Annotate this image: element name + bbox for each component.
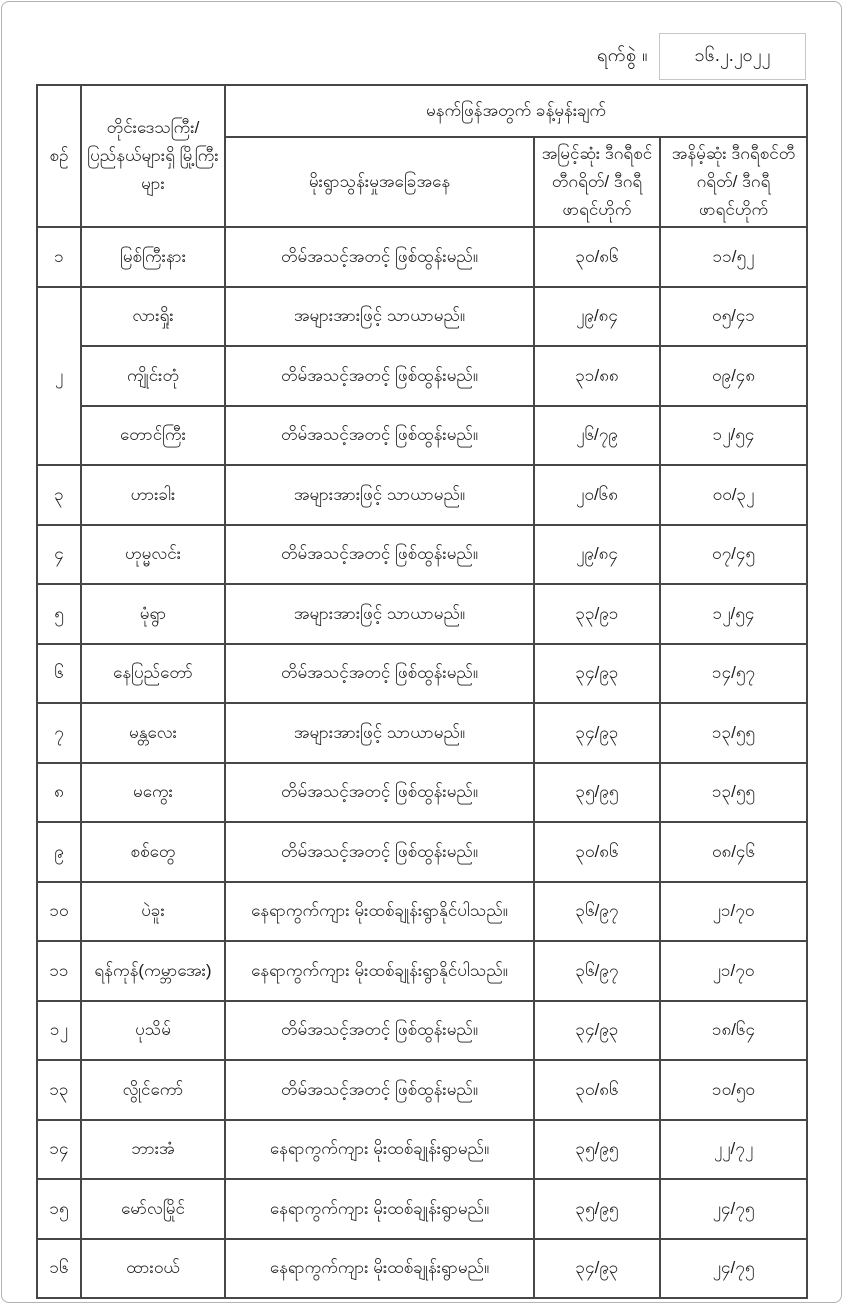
forecast-cell: အများအားဖြင့် သာယာမည်။ [225, 703, 534, 763]
forecast-cell: တိမ်အသင့်အတင့် ဖြစ်ထွန်းမည်။ [225, 1001, 534, 1061]
forecast-cell: နေရာကွက်ကျား မိုးထစ်ချုန်းရွာနိုင်ပါသည်။ [225, 941, 534, 1001]
serial-cell: ၉ [37, 822, 81, 882]
col-header-max-temp: အမြင့်ဆုံး ဒီဂရီစင်တီဂရိတ်/ ဒီဂရီဖာရင်ဟိုက် [534, 137, 660, 227]
serial-cell: ၄ [37, 525, 81, 585]
forecast-cell: တိမ်အသင့်အတင့် ဖြစ်ထွန်းမည်။ [225, 346, 534, 406]
serial-cell: ၁၄ [37, 1120, 81, 1180]
table-row [37, 1239, 807, 1299]
serial-cell: ၁၀ [37, 882, 81, 942]
table-row [37, 1179, 807, 1239]
forecast-cell: တိမ်အသင့်အတင့် ဖြစ်ထွန်းမည်။ [225, 406, 534, 466]
city-cell: မကွေး [81, 763, 225, 823]
city-cell: ပုသိမ် [81, 1001, 225, 1061]
date-strip [36, 33, 806, 80]
city-cell: တောင်ကြီး [81, 406, 225, 466]
forecast-cell: အများအားဖြင့် သာယာမည်။ [225, 584, 534, 644]
date-value: ၁၆.၂.၂၀၂၂ [694, 45, 771, 65]
city-cell: ဘားအံ [81, 1120, 225, 1180]
city-cell: နေပြည်တော် [81, 644, 225, 704]
forecast-cell: တိမ်အသင့်အတင့် ဖြစ်ထွန်းမည်။ [225, 644, 534, 704]
max-temp-cell: ၃၅/၉၅ [534, 1120, 660, 1180]
table-row [37, 644, 807, 704]
min-temp-cell: ၂၄/၇၅ [660, 1239, 807, 1299]
max-temp-cell: ၃၄/၉၃ [534, 1001, 660, 1061]
forecast-cell: တိမ်အသင့်အတင့် ဖြစ်ထွန်းမည်။ [225, 525, 534, 585]
max-temp-cell: ၂၉/၈၄ [534, 525, 660, 585]
min-temp-cell: ၁၂/၅၄ [660, 406, 807, 466]
forecast-cell: တိမ်အသင့်အတင့် ဖြစ်ထွန်းမည်။ [225, 822, 534, 882]
forecast-cell: တိမ်အသင့်အတင့် ဖြစ်ထွန်းမည်။ [225, 1060, 534, 1120]
col-header-rain-condition: မိုးရွာသွန်းမှုအခြေအနေ [225, 137, 534, 227]
city-cell: ထားဝယ် [81, 1239, 225, 1299]
table-body [37, 227, 807, 1298]
forecast-cell: နေရာကွက်ကျား မိုးထစ်ချုန်းရွာမည်။ [225, 1179, 534, 1239]
city-cell: မုံရွာ [81, 584, 225, 644]
min-temp-cell: ၁၃/၅၅ [660, 703, 807, 763]
forecast-table [36, 84, 808, 1299]
date-label: ရက်စွဲ ။ [596, 45, 648, 65]
table-row [37, 465, 807, 525]
min-temp-cell: ၀၅/၄၁ [660, 287, 807, 347]
table-row [37, 346, 807, 406]
table-row [37, 227, 807, 287]
table-row [37, 1120, 807, 1180]
table-row [37, 1060, 807, 1120]
max-temp-cell: ၃၅/၉၅ [534, 763, 660, 823]
col-header-min-temp: အနိမ့်ဆုံး ဒီဂရီစင်တီဂရိတ်/ ဒီဂရီဖာရင်ဟိုက် [660, 137, 807, 227]
max-temp-cell: ၃၄/၉၃ [534, 1239, 660, 1299]
col-header-serial: စဉ် [37, 85, 81, 227]
city-cell: ဟုမ္မလင်း [81, 525, 225, 585]
table-row [37, 287, 807, 347]
min-temp-cell: ၁၈/၆၄ [660, 1001, 807, 1061]
forecast-cell: နေရာကွက်ကျား မိုးထစ်ချုန်းရွာမည်။ [225, 1120, 534, 1180]
city-cell: လားရှိုး [81, 287, 225, 347]
table-row [37, 525, 807, 585]
city-cell: လွိုင်ကော် [81, 1060, 225, 1120]
max-temp-cell: ၃၅/၉၅ [534, 1179, 660, 1239]
serial-cell: ၁၆ [37, 1239, 81, 1299]
max-temp-cell: ၂၉/၈၄ [534, 287, 660, 347]
city-cell: မော်လမြိုင် [81, 1179, 225, 1239]
forecast-cell: အများအားဖြင့် သာယာမည်။ [225, 287, 534, 347]
col-header-cities: တိုင်းဒေသကြီး/ ပြည်နယ်များရှိ မြို့ကြီးများ [81, 85, 225, 227]
serial-cell: ၁၁ [37, 941, 81, 1001]
serial-cell: ၁၂ [37, 1001, 81, 1061]
min-temp-cell: ၁၁/၅၂ [660, 227, 807, 287]
city-cell: ရန်ကုန်(ကမ္ဘာအေး) [81, 941, 225, 1001]
serial-cell: ၃ [37, 465, 81, 525]
serial-cell: ၁၅ [37, 1179, 81, 1239]
table-row [37, 406, 807, 466]
min-temp-cell: ၁၄/၅၇ [660, 644, 807, 704]
min-temp-cell: ၁၂/၅၄ [660, 584, 807, 644]
forecast-cell: တိမ်အသင့်အတင့် ဖြစ်ထွန်းမည်။ [225, 763, 534, 823]
serial-cell: ၇ [37, 703, 81, 763]
city-cell: မန္တလေး [81, 703, 225, 763]
max-temp-cell: ၃၀/၈၆ [534, 822, 660, 882]
max-temp-cell: ၃၆/၉၇ [534, 882, 660, 942]
min-temp-cell: ၀၈/၄၆ [660, 822, 807, 882]
max-temp-cell: ၂၆/၇၉ [534, 406, 660, 466]
city-cell: ဟားခါး [81, 465, 225, 525]
col-header-forecast-group: မနက်ဖြန်အတွက် ခန့်မှန်းချက် [225, 85, 807, 137]
forecast-cell: နေရာကွက်ကျား မိုးထစ်ချုန်းရွာမည်။ [225, 1239, 534, 1299]
city-cell: စစ်တွေ [81, 822, 225, 882]
date-value-box [659, 33, 806, 80]
table-row [37, 941, 807, 1001]
min-temp-cell: ၀၇/၄၅ [660, 525, 807, 585]
min-temp-cell: ၂၂/၇၂ [660, 1120, 807, 1180]
max-temp-cell: ၃၃/၉၁ [534, 584, 660, 644]
max-temp-cell: ၃၆/၉၇ [534, 941, 660, 1001]
min-temp-cell: ၀၀/၃၂ [660, 465, 807, 525]
max-temp-cell: ၂၀/၆၈ [534, 465, 660, 525]
table-row [37, 822, 807, 882]
serial-cell: ၅ [37, 584, 81, 644]
content [36, 33, 806, 1299]
forecast-cell: နေရာကွက်ကျား မိုးထစ်ချုန်းရွာနိုင်ပါသည်။ [225, 882, 534, 942]
min-temp-cell: ၀၉/၄၈ [660, 346, 807, 406]
serial-cell: ၁၃ [37, 1060, 81, 1120]
city-cell: ကျိုင်းတုံ [81, 346, 225, 406]
max-temp-cell: ၃၁/၈၈ [534, 346, 660, 406]
serial-cell: ၈ [37, 763, 81, 823]
forecast-cell: တိမ်အသင့်အတင့် ဖြစ်ထွန်းမည်။ [225, 227, 534, 287]
table-header [37, 85, 807, 227]
forecast-cell: အများအားဖြင့် သာယာမည်။ [225, 465, 534, 525]
min-temp-cell: ၂၁/၇၀ [660, 882, 807, 942]
max-temp-cell: ၃၀/၈၆ [534, 227, 660, 287]
table-row [37, 584, 807, 644]
table-row [37, 763, 807, 823]
min-temp-cell: ၁၀/၅၀ [660, 1060, 807, 1120]
min-temp-cell: ၂၁/၇၀ [660, 941, 807, 1001]
min-temp-cell: ၁၃/၅၅ [660, 763, 807, 823]
max-temp-cell: ၃၀/၈၆ [534, 1060, 660, 1120]
city-cell: ပဲခူး [81, 882, 225, 942]
serial-cell: ၁ [37, 227, 81, 287]
max-temp-cell: ၃၄/၉၃ [534, 644, 660, 704]
city-cell: မြစ်ကြီးနား [81, 227, 225, 287]
max-temp-cell: ၃၄/၉၃ [534, 703, 660, 763]
table-row [37, 703, 807, 763]
min-temp-cell: ၂၄/၇၅ [660, 1179, 807, 1239]
serial-cell: ၆ [37, 644, 81, 704]
table-row [37, 1001, 807, 1061]
table-row [37, 882, 807, 942]
serial-cell: ၂ [37, 287, 81, 466]
